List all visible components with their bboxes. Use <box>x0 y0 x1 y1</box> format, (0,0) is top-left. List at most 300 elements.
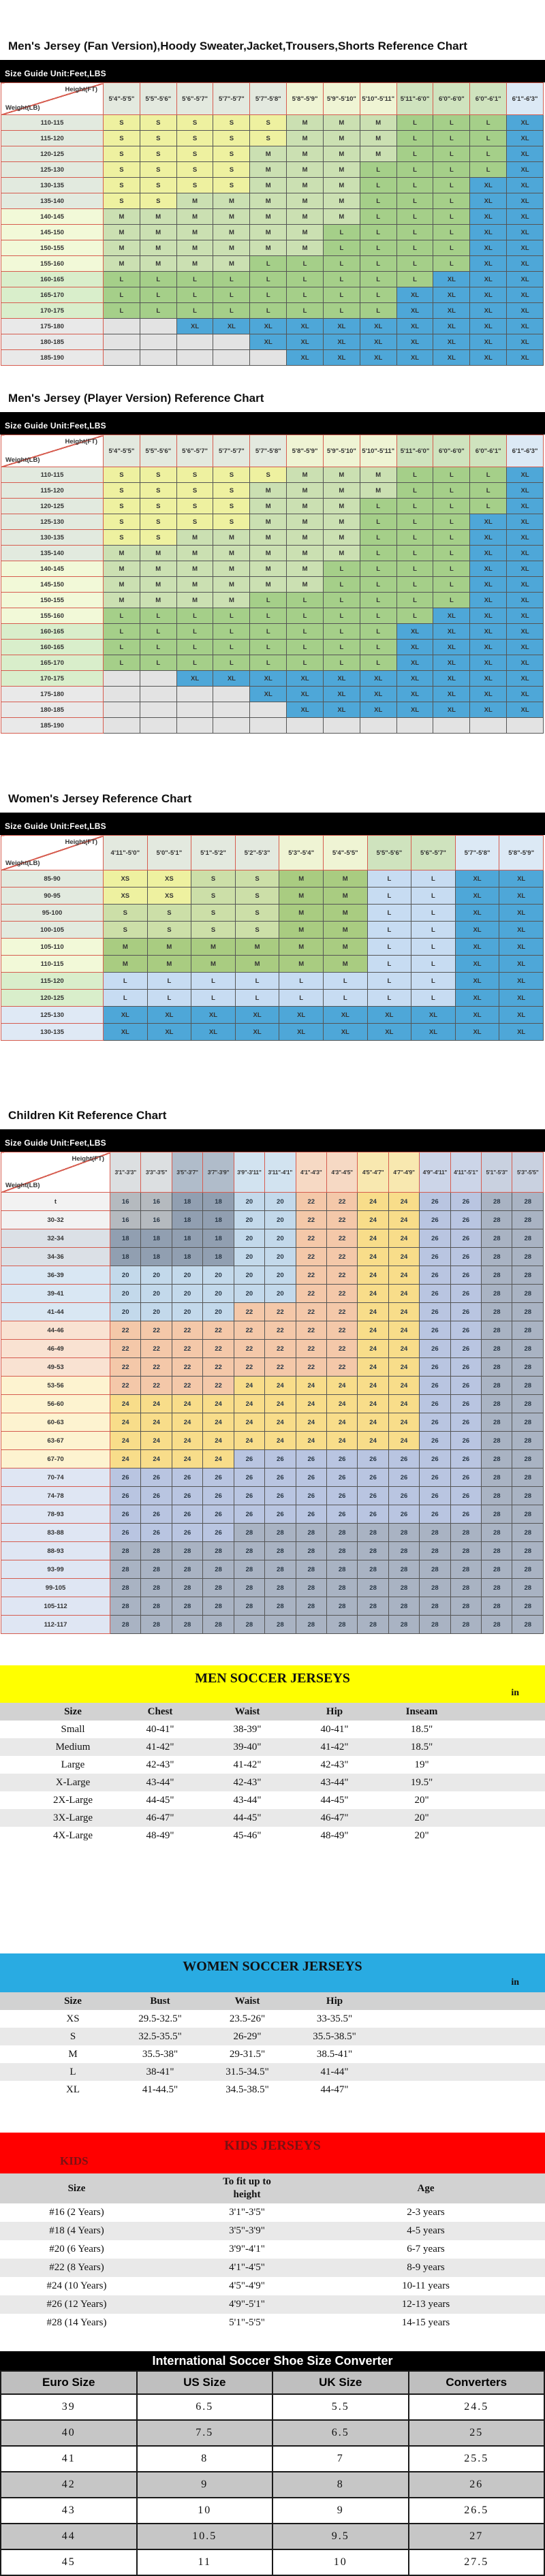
size-cell: 28 <box>482 1560 512 1579</box>
table-row <box>1 640 544 655</box>
table-cell: #18 (4 Years) <box>49 2225 104 2236</box>
size-cell: M <box>140 225 176 240</box>
size-cell: L <box>360 225 396 240</box>
size-cell: L <box>396 193 433 209</box>
size-cell: XL <box>499 870 544 888</box>
row-label: 90-95 <box>1 888 104 905</box>
size-cell: M <box>176 546 213 561</box>
row-label: 95-100 <box>1 905 104 922</box>
size-cell: 28 <box>326 1579 357 1597</box>
size-cell: S <box>213 115 250 131</box>
size-cell: L <box>250 272 287 287</box>
size-cell: M <box>287 499 324 514</box>
size-cell: 26 <box>420 1468 450 1487</box>
size-cell: M <box>140 256 176 272</box>
size-cell: 20 <box>110 1303 141 1321</box>
size-cell: M <box>323 514 360 530</box>
size-cell: XL <box>323 319 360 334</box>
size-cell: 26 <box>265 1450 296 1468</box>
table-cell: 32.5-35.5" <box>138 2030 182 2042</box>
corner-weight-label: Weight(LB) <box>5 1182 40 1189</box>
table-cell: 29-31.5" <box>229 2048 266 2060</box>
size-cell: 28 <box>326 1616 357 1634</box>
size-cell: S <box>176 514 213 530</box>
size-cell: 26 <box>203 1505 234 1524</box>
size-cell: 28 <box>450 1597 481 1616</box>
table-cell: 20" <box>414 1812 429 1823</box>
size-cell: M <box>191 956 236 973</box>
size-cell: XL <box>287 671 324 687</box>
size-cell: 26 <box>326 1505 357 1524</box>
size-cell: L <box>367 973 411 990</box>
size-cell: M <box>176 209 213 225</box>
size-cell: 28 <box>203 1616 234 1634</box>
table-cell: 4'5"-4'9" <box>229 2280 265 2291</box>
table-row <box>1 1303 544 1321</box>
size-cell: 26 <box>265 1505 296 1524</box>
reference-grid <box>1 835 544 1041</box>
size-cell: 28 <box>296 1560 326 1579</box>
size-cell: 22 <box>110 1377 141 1395</box>
size-cell: XL <box>507 530 544 546</box>
size-cell: L <box>433 499 470 514</box>
size-cell: XL <box>433 687 470 702</box>
size-cell: XL <box>455 1007 499 1024</box>
table-row <box>1 1007 544 1024</box>
size-cell: L <box>360 240 396 256</box>
size-cell: 22 <box>234 1321 264 1340</box>
size-cell: 26 <box>388 1505 419 1524</box>
size-cell: 20 <box>172 1303 202 1321</box>
table-cell: 46-47" <box>146 1812 174 1823</box>
table-cell: 44-47" <box>320 2084 349 2095</box>
size-cell: S <box>104 499 140 514</box>
table-cell: 23.5-26" <box>229 2013 266 2024</box>
size-cell: 26 <box>420 1358 450 1377</box>
size-cell: 28 <box>512 1248 544 1266</box>
size-cell: L <box>433 115 470 131</box>
size-cell: M <box>235 939 279 956</box>
size-cell: S <box>140 146 176 162</box>
row-label: 78-93 <box>1 1505 110 1524</box>
table-row <box>0 2222 545 2240</box>
size-cell: 28 <box>512 1487 544 1505</box>
size-cell: 20 <box>172 1285 202 1303</box>
size-cell: L <box>104 624 140 640</box>
header-label: To fit up to height <box>223 2176 271 2200</box>
size-cell: M <box>287 131 324 146</box>
size-cell: 22 <box>296 1211 326 1229</box>
size-cell: XL <box>470 577 507 593</box>
size-cell: XL <box>360 350 396 366</box>
size-cell: 24 <box>172 1395 202 1413</box>
table-cell: 42-43" <box>233 1776 262 1788</box>
size-cell: 28 <box>358 1597 388 1616</box>
size-cell: 16 <box>141 1193 172 1211</box>
corner-height-label: Height(FT) <box>65 86 97 93</box>
size-cell: 26 <box>420 1340 450 1358</box>
size-cell: L <box>396 499 433 514</box>
converter-cell: 10 <box>137 2498 273 2524</box>
size-cell: M <box>147 939 191 956</box>
size-cell <box>507 718 544 734</box>
size-cell: M <box>323 922 367 939</box>
corner-height-weight <box>1 1152 110 1193</box>
converter-cell: 25 <box>409 2420 545 2446</box>
size-cell: 24 <box>234 1377 264 1395</box>
size-cell: XS <box>147 870 191 888</box>
converter-header-row <box>1 2371 544 2394</box>
size-cell: M <box>287 530 324 546</box>
size-cell: S <box>213 483 250 499</box>
size-cell: M <box>287 178 324 193</box>
row-label: 175-180 <box>1 687 104 702</box>
unit-label: in <box>511 1688 519 1698</box>
table-row <box>1 350 544 366</box>
table-cell: 48-49" <box>146 1829 174 1841</box>
size-cell: XL <box>470 225 507 240</box>
converter-cell: 24.5 <box>409 2394 545 2420</box>
size-cell: 24 <box>358 1285 388 1303</box>
size-cell: 22 <box>234 1340 264 1358</box>
size-cell: 22 <box>326 1229 357 1248</box>
size-cell: 20 <box>234 1211 264 1229</box>
table-row <box>0 2203 545 2222</box>
table-cell: 12-13 years <box>401 2299 450 2310</box>
corner-height-label: Height(FT) <box>65 838 97 846</box>
size-cell: M <box>323 956 367 973</box>
size-cell <box>470 718 507 734</box>
size-cell: 28 <box>512 1395 544 1413</box>
col-header: 5'7"-5'7" <box>213 83 250 115</box>
table-header-cell: Size <box>64 1706 82 1717</box>
size-cell: S <box>176 146 213 162</box>
size-cell: 26 <box>420 1413 450 1432</box>
size-cell: M <box>323 888 367 905</box>
size-cell <box>360 718 396 734</box>
size-cell: L <box>360 640 396 655</box>
size-cell: L <box>433 193 470 209</box>
table-row <box>1 905 544 922</box>
size-cell: 28 <box>388 1542 419 1560</box>
size-cell: 24 <box>110 1432 141 1450</box>
size-cell: L <box>323 303 360 319</box>
size-cell: XL <box>323 1007 367 1024</box>
size-cell: XL <box>396 303 433 319</box>
size-cell: XL <box>507 209 544 225</box>
size-cell: L <box>323 577 360 593</box>
size-cell: 26 <box>420 1193 450 1211</box>
row-label: 170-175 <box>1 671 104 687</box>
size-cell: 26 <box>141 1524 172 1542</box>
size-cell: L <box>323 593 360 608</box>
size-cell: XL <box>507 272 544 287</box>
size-cell: 28 <box>265 1616 296 1634</box>
col-header: 5'5"-5'6" <box>140 435 176 467</box>
row-label: 125-130 <box>1 1007 104 1024</box>
size-cell: XL <box>250 319 287 334</box>
size-cell: 22 <box>265 1303 296 1321</box>
size-cell: M <box>287 146 324 162</box>
size-cell: L <box>176 624 213 640</box>
size-cell: S <box>250 467 287 483</box>
size-cell: 22 <box>203 1321 234 1340</box>
size-cell: 28 <box>141 1597 172 1616</box>
size-cell: XL <box>323 1024 367 1041</box>
size-cell: S <box>140 483 176 499</box>
size-cell: L <box>433 467 470 483</box>
converter-cell: 43 <box>1 2498 137 2524</box>
size-cell: 28 <box>482 1340 512 1358</box>
size-cell: S <box>191 888 236 905</box>
size-cell: L <box>433 209 470 225</box>
size-cell: L <box>323 225 360 240</box>
size-cell: M <box>287 240 324 256</box>
size-cell: L <box>396 115 433 131</box>
size-cell: 28 <box>482 1487 512 1505</box>
table-header-cell: Chest <box>147 1706 173 1717</box>
size-cell: 18 <box>141 1229 172 1248</box>
table-row <box>0 2063 545 2081</box>
size-cell: XL <box>396 687 433 702</box>
table-cell: 43-44" <box>233 1794 262 1806</box>
size-cell: XL <box>213 671 250 687</box>
size-cell: 26 <box>172 1468 202 1487</box>
size-cell: L <box>396 272 433 287</box>
size-cell: XL <box>507 593 544 608</box>
size-cell: 22 <box>234 1358 264 1377</box>
size-cell: 28 <box>512 1229 544 1248</box>
size-cell: 24 <box>172 1432 202 1450</box>
col-header: 6'0"-6'0" <box>433 83 470 115</box>
size-cell: 24 <box>110 1413 141 1432</box>
row-label: 60-63 <box>1 1413 110 1432</box>
table-row <box>1 990 544 1007</box>
size-cell: 28 <box>512 1542 544 1560</box>
row-label: 110-115 <box>1 956 104 973</box>
size-cell: L <box>411 990 456 1007</box>
table-cell: 48-49" <box>320 1829 349 1841</box>
header-label: Size <box>67 2182 86 2194</box>
table-cell: 34.5-38.5" <box>225 2084 269 2095</box>
table-header-row <box>0 1992 545 2010</box>
size-cell: M <box>176 256 213 272</box>
size-cell: 22 <box>110 1358 141 1377</box>
size-cell: S <box>213 178 250 193</box>
size-cell: XL <box>470 514 507 530</box>
table-cell: 4-5 years <box>407 2225 445 2236</box>
size-cell <box>104 671 140 687</box>
size-cell: L <box>250 608 287 624</box>
corner-weight-label: Weight(LB) <box>5 456 40 464</box>
size-cell: 22 <box>141 1321 172 1340</box>
size-cell: 28 <box>450 1579 481 1597</box>
table-row <box>1 162 544 178</box>
size-cell: 28 <box>358 1560 388 1579</box>
size-cell: XL <box>470 319 507 334</box>
table-row <box>1 973 544 990</box>
col-header: 4'9"-4'11" <box>420 1152 450 1193</box>
size-cell: L <box>323 655 360 671</box>
table-row <box>1 303 544 319</box>
size-cell: 26 <box>450 1432 481 1450</box>
size-cell: M <box>213 593 250 608</box>
size-cell: 28 <box>512 1560 544 1579</box>
converter-cell: 27 <box>409 2524 545 2549</box>
size-cell: M <box>287 561 324 577</box>
size-cell: 22 <box>110 1340 141 1358</box>
size-cell: XL <box>287 687 324 702</box>
size-cell: 26 <box>450 1321 481 1340</box>
table-header-cell: Size <box>64 1995 82 2007</box>
table-cell: 43-44" <box>146 1776 174 1788</box>
table-row <box>1 178 544 193</box>
converter-cell: 8 <box>272 2472 409 2498</box>
row-label: 67-70 <box>1 1450 110 1468</box>
size-cell: L <box>287 287 324 303</box>
size-cell: XL <box>470 256 507 272</box>
size-cell: M <box>279 888 324 905</box>
table-row <box>0 1809 545 1827</box>
size-cell: XL <box>433 334 470 350</box>
size-cell: M <box>104 256 140 272</box>
size-cell: S <box>235 888 279 905</box>
row-label: 105-112 <box>1 1597 110 1616</box>
converter-header-cell: Euro Size <box>1 2371 137 2394</box>
size-cell: 28 <box>482 1229 512 1248</box>
size-cell: 28 <box>172 1579 202 1597</box>
row-label: 99-105 <box>1 1579 110 1597</box>
size-cell: L <box>140 272 176 287</box>
size-cell: S <box>140 514 176 530</box>
size-cell: 22 <box>296 1248 326 1266</box>
row-label: 120-125 <box>1 146 104 162</box>
size-cell: XL <box>213 319 250 334</box>
band <box>0 1953 545 1992</box>
size-cell: 20 <box>265 1248 296 1266</box>
size-cell: 22 <box>172 1321 202 1340</box>
size-cell: 22 <box>326 1266 357 1285</box>
size-cell: 22 <box>265 1321 296 1340</box>
table-row <box>1 1211 544 1229</box>
size-cell: XL <box>470 640 507 655</box>
table-row <box>1 256 544 272</box>
size-cell: M <box>176 240 213 256</box>
table-cell: 3'1"-3'5" <box>229 2207 265 2218</box>
size-cell: S <box>235 905 279 922</box>
table-cell: 10-11 years <box>402 2280 450 2291</box>
size-cell: S <box>213 146 250 162</box>
size-cell: 28 <box>265 1560 296 1579</box>
size-cell: L <box>396 514 433 530</box>
table-row <box>1 1542 544 1560</box>
converter-cell: 9 <box>137 2472 273 2498</box>
size-cell: 18 <box>172 1211 202 1229</box>
col-header: 5'1"-5'3" <box>482 1152 512 1193</box>
size-cell: M <box>235 956 279 973</box>
row-label: 155-160 <box>1 608 104 624</box>
size-cell: M <box>323 146 360 162</box>
size-cell: L <box>396 240 433 256</box>
size-cell: XL <box>360 702 396 718</box>
size-cell: XL <box>499 939 544 956</box>
size-cell: XL <box>507 640 544 655</box>
table-cell: 14-15 years <box>401 2317 450 2328</box>
size-cell: 28 <box>172 1560 202 1579</box>
col-header: 5'3"-5'4" <box>279 836 324 870</box>
size-cell: M <box>176 561 213 577</box>
size-cell: XL <box>470 209 507 225</box>
size-cell: L <box>323 973 367 990</box>
size-cell: XL <box>507 240 544 256</box>
size-cell: 24 <box>296 1432 326 1450</box>
size-cell: L <box>104 655 140 671</box>
table-cell: 3X-Large <box>52 1812 93 1823</box>
row-label: 115-120 <box>1 131 104 146</box>
size-cell: 28 <box>203 1579 234 1597</box>
size-cell: 24 <box>234 1413 264 1432</box>
size-cell: M <box>323 939 367 956</box>
size-cell: 22 <box>110 1321 141 1340</box>
size-cell <box>213 334 250 350</box>
size-cell: M <box>140 577 176 593</box>
size-cell: 26 <box>420 1248 450 1266</box>
table-row <box>0 1827 545 1844</box>
size-cell: S <box>147 905 191 922</box>
table-cell: 38-41" <box>146 2066 174 2077</box>
reference-grid <box>1 435 544 734</box>
size-cell: XL <box>507 225 544 240</box>
size-cell: 28 <box>450 1560 481 1579</box>
size-cell: 28 <box>512 1597 544 1616</box>
col-header: 4'3"-4'5" <box>326 1152 357 1193</box>
converter-cell: 41 <box>1 2446 137 2472</box>
size-cell: L <box>213 624 250 640</box>
size-cell: L <box>104 990 148 1007</box>
mens-player-chart-title: Men's Jersey (Player Version) Reference Chart <box>8 392 264 405</box>
size-cell: 22 <box>234 1303 264 1321</box>
size-cell: XL <box>433 671 470 687</box>
size-cell: XL <box>507 608 544 624</box>
size-cell: L <box>396 131 433 146</box>
table-cell: 45-46" <box>233 1829 262 1841</box>
size-cell <box>176 334 213 350</box>
size-cell: 28 <box>420 1597 450 1616</box>
size-cell: 28 <box>265 1597 296 1616</box>
size-cell: L <box>287 256 324 272</box>
size-cell: L <box>250 593 287 608</box>
size-cell: 28 <box>512 1358 544 1377</box>
reference-grid <box>1 1152 544 1634</box>
size-cell: 24 <box>203 1395 234 1413</box>
size-cell: M <box>250 530 287 546</box>
size-cell: XL <box>470 671 507 687</box>
table-row <box>1 483 544 499</box>
table-row <box>1 1560 544 1579</box>
table-row <box>0 2240 545 2259</box>
size-cell: M <box>323 546 360 561</box>
size-cell: M <box>279 905 324 922</box>
size-cell: L <box>176 303 213 319</box>
size-cell: 22 <box>296 1266 326 1285</box>
size-cell: 24 <box>358 1211 388 1229</box>
size-cell: XL <box>235 1007 279 1024</box>
size-cell: S <box>176 162 213 178</box>
row-label: 120-125 <box>1 499 104 514</box>
size-cell: M <box>323 905 367 922</box>
table-header-cell: Waist <box>234 1995 260 2007</box>
table-row <box>1 1321 544 1340</box>
